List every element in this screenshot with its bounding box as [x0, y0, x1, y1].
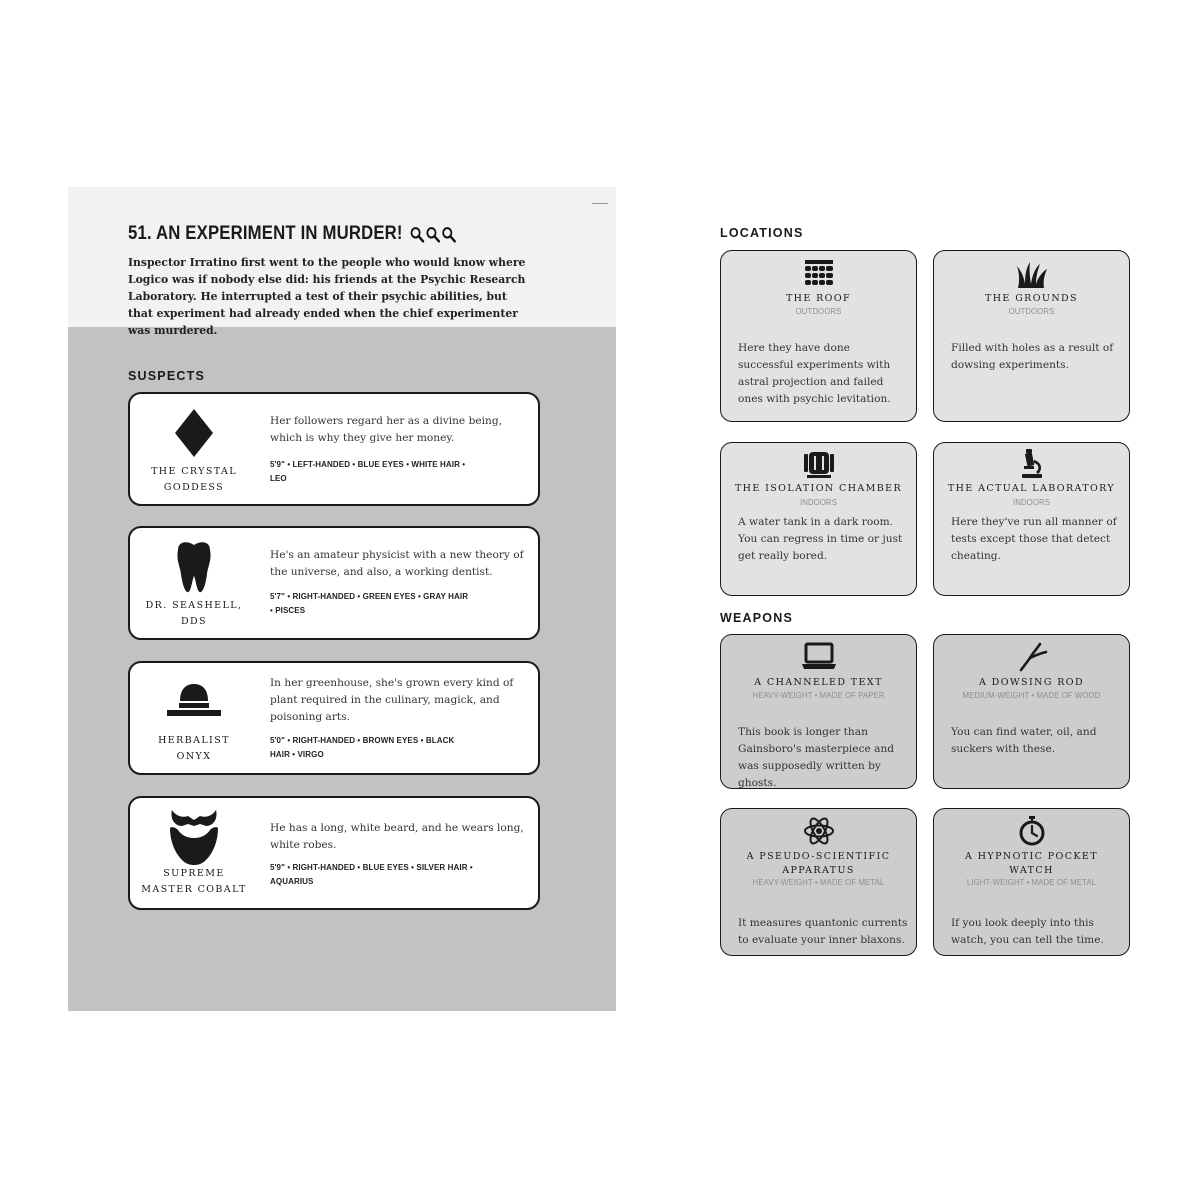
difficulty-rating — [410, 226, 458, 243]
left-page — [68, 187, 616, 1011]
location-description: Here they have done successful experiments with astral projection and failed ones with psychic levitation. — [738, 342, 891, 405]
puzzle-title — [128, 223, 457, 245]
location-card-grounds — [933, 250, 1130, 422]
weapons-heading: WEAPONS — [720, 611, 793, 625]
hat-icon — [166, 675, 222, 729]
location-description: Here they've run all manner of tests except those that detect cheating. — [951, 516, 1117, 562]
suspect-description: Her followers regard her as a divine being, which is why they give her money. — [270, 415, 502, 444]
suspect-card-supreme-master-cobalt — [128, 796, 540, 910]
location-description: Filled with holes as a result of dowsing experiments. — [951, 342, 1114, 371]
weapon-name: A HYPNOTIC POCKET WATCH — [965, 851, 1098, 876]
location-sub: OUTDOORS — [795, 307, 842, 316]
grass-icon — [1016, 258, 1048, 290]
suspect-card-dr-seashell — [128, 526, 540, 640]
location-description: A water tank in a dark room. You can regress in time or just get really bored. — [738, 516, 903, 562]
magnifier-icon — [410, 226, 425, 243]
suspect-description: In her greenhouse, she's grown every kind of plant required in the culinary, magick, and poisoning arts. — [270, 677, 514, 723]
laptop-icon — [801, 640, 837, 672]
locations-heading: LOCATIONS — [720, 226, 804, 240]
location-name: THE ACTUAL LABORATORY — [947, 483, 1116, 494]
weapon-card-dowsing-rod — [933, 634, 1130, 789]
puzzle-intro: Inspector Irratino first went to the people who would know where Logico was if nobody else did: his friends at the Psychic Research Laboratory. He interrupted a test of their psychic abilities, but that experiment had already ended when the chief experimenter was murdered. — [128, 256, 526, 337]
location-name: THE ROOF — [785, 293, 852, 304]
suspect-description: He's an amateur physicist with a new theory of the universe, and also, a working dentist. — [270, 549, 524, 578]
suspect-description: He has a long, white beard, and he wears long, white robes. — [270, 822, 524, 851]
dowsing-rod-icon — [1016, 640, 1048, 672]
weapon-description: It measures quantonic currents to evaluate your inner blaxons. — [738, 917, 908, 946]
weapon-card-channeled-text — [720, 634, 917, 789]
weapon-sub: HEAVY-WEIGHT • MADE OF PAPER — [752, 691, 885, 700]
atom-icon — [803, 815, 835, 847]
weapon-description: This book is longer than Gainsboro's masterpiece and was supposedly written by ghosts. — [738, 726, 895, 789]
weapon-name: A CHANNELED TEXT — [754, 677, 883, 688]
location-card-roof — [720, 250, 917, 422]
corner-mark — [592, 203, 608, 204]
roof-tiles-icon — [803, 258, 835, 290]
suspect-name: THE CRYSTAL GODDESS — [151, 466, 237, 493]
weapon-card-pseudo-scientific-apparatus — [720, 808, 917, 956]
location-card-isolation-chamber — [720, 442, 917, 596]
magnifier-icon — [441, 226, 456, 243]
weapon-description: If you look deeply into this watch, you can tell the time. — [951, 917, 1104, 946]
tank-icon — [803, 448, 835, 480]
tooth-icon — [170, 540, 218, 594]
puzzle-title-text: 51. AN EXPERIMENT IN MURDER! — [128, 223, 403, 244]
weapon-sub: LIGHT-WEIGHT • MADE OF METAL — [966, 878, 1097, 887]
pocket-watch-icon — [1016, 815, 1048, 847]
suspect-name: DR. SEASHELL, DDS — [145, 600, 243, 627]
weapon-name: A DOWSING ROD — [979, 677, 1084, 688]
location-card-actual-laboratory — [933, 442, 1130, 596]
location-sub: OUTDOORS — [1008, 307, 1055, 316]
suspect-stats: 5'9" • RIGHT-HANDED • BLUE EYES • SILVER HAIR • AQUARIUS — [270, 863, 473, 886]
beard-icon — [166, 806, 222, 866]
location-name: THE ISOLATION CHAMBER — [734, 483, 903, 494]
location-name: THE GROUNDS — [985, 293, 1078, 304]
suspect-stats: 5'0" • RIGHT-HANDED • BROWN EYES • BLACK HAIR • VIRGO — [270, 736, 455, 759]
suspect-name: HERBALIST ONYX — [158, 735, 230, 762]
suspect-stats: 5'9" • LEFT-HANDED • BLUE EYES • WHITE HAIR • LEO — [270, 460, 466, 483]
magnifier-icon — [426, 226, 441, 243]
suspect-card-crystal-goddess — [128, 392, 540, 506]
weapon-sub: HEAVY-WEIGHT • MADE OF METAL — [752, 878, 885, 887]
weapon-card-hypnotic-pocket-watch — [933, 808, 1130, 956]
weapon-sub: MEDIUM-WEIGHT • MADE OF WOOD — [962, 691, 1101, 700]
suspect-stats: 5'7" • RIGHT-HANDED • GREEN EYES • GRAY HAIR • PISCES — [270, 592, 469, 615]
location-sub: INDOORS — [799, 498, 838, 507]
weapon-name: A PSEUDO-SCIENTIFIC APPARATUS — [746, 851, 891, 876]
location-sub: INDOORS — [1012, 498, 1051, 507]
suspect-card-herbalist-onyx — [128, 661, 540, 775]
suspect-name: SUPREME MASTER COBALT — [141, 868, 247, 895]
microscope-icon — [1016, 448, 1048, 480]
diamond-icon — [170, 406, 218, 460]
suspects-heading: SUSPECTS — [128, 369, 205, 383]
weapon-description: You can find water, oil, and suckers with these. — [951, 726, 1097, 755]
